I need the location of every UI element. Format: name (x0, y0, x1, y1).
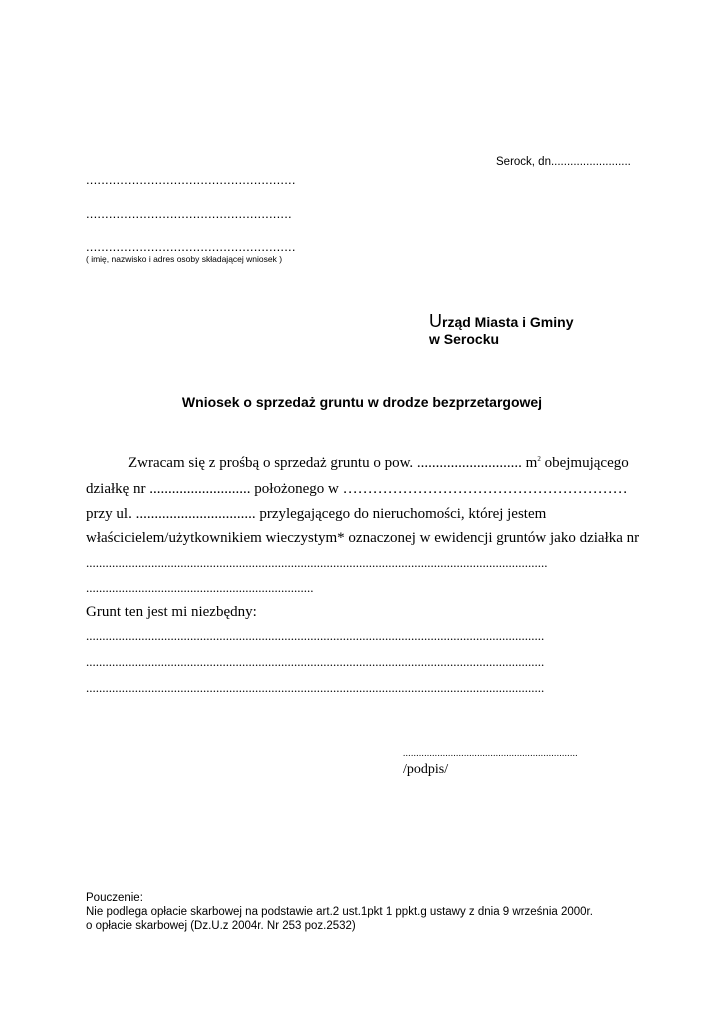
place-date-field: Serock, dn......................... (496, 156, 631, 168)
notice-line-1: Nie podlega opłacie skarbowej na podstawie art.2 ust.1pkt 1 ppkt.g ustawy z dnia 9 września 2000r. (86, 906, 593, 918)
body-line-10: ............................................................................................................................................. (86, 680, 545, 695)
recipient-line-1 (429, 313, 573, 331)
signature-line: .................................................................. (403, 748, 578, 758)
body-line-9: ............................................................................................................................................. (86, 654, 545, 669)
applicant-line-1: ....................................................... (86, 172, 296, 187)
recipient-address (429, 313, 573, 348)
recipient-line-1-rest: rząd Miasta i Gminy (442, 314, 574, 330)
body-line-4: właścicielem/użytkownikiem wieczystym* oznaczonej w ewidencji gruntów jako działka nr (86, 530, 640, 546)
body-line-6: ...................................................................... (86, 580, 314, 595)
notice-block (86, 891, 686, 933)
body-line-2: działkę nr ........................... położonego w ………………………………………………… (86, 481, 628, 497)
applicant-hint: ( imię, nazwisko i adres osoby składającej wniosek ) (86, 254, 283, 264)
notice-line-2: o opłacie skarbowej (Dz.U.z 2004r. Nr 253 poz.2532) (86, 920, 356, 932)
body-line-5: .............................................................................................................................................. (86, 555, 548, 570)
body-line-1-before: Zwracam się z prośbą o sprzedaż gruntu o pow. ............................ m (128, 455, 538, 471)
body-line-7: Grunt ten jest mi niezbędny: (86, 604, 257, 620)
document-title: Wniosek o sprzedaż gruntu w drodze bezprzetargowej (181, 394, 543, 410)
recipient-line-2: w Serocku (429, 331, 500, 347)
recipient-initial: U (429, 311, 442, 331)
body-line-1-after: obejmującego (540, 455, 629, 471)
body-line-8: ............................................................................................................................................. (86, 628, 545, 643)
applicant-line-3: ....................................................... (86, 239, 296, 254)
applicant-line-2: ...................................................... (86, 206, 292, 221)
unit-superscript: 2 (537, 455, 541, 463)
notice-heading: Pouczenie: (86, 892, 143, 904)
body-line-1 (128, 455, 629, 472)
body-line-3: przy ul. ................................ przylegającego do nieruchomości, której jestem (86, 506, 547, 522)
signature-label: /podpis/ (403, 762, 449, 777)
